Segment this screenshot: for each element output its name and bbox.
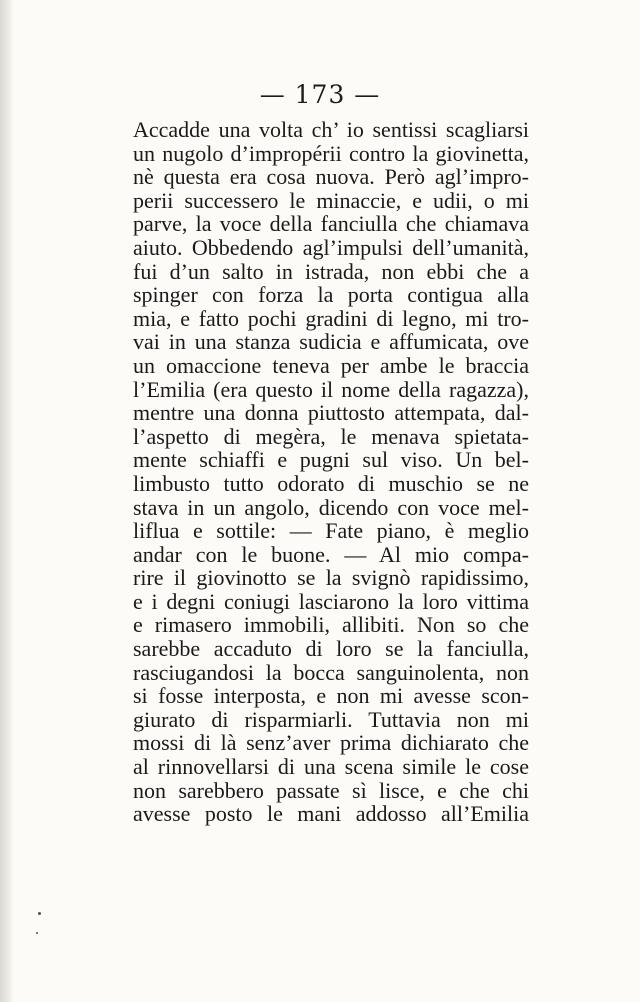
print-speck (36, 932, 38, 934)
text-line: e i degni coniugi lasciarono la loro vittima (133, 588, 529, 614)
page-number: — 173 — (259, 80, 381, 109)
text-line: vai in una stanza sudicia e affumicata, ove (133, 329, 529, 355)
text-line: un nugolo d’impropérii contro la giovinetta, (133, 140, 529, 166)
text-line: mossi di là senz’aver prima dichiarato che (133, 730, 529, 756)
text-line: mentre una donna piuttosto attempata, dal- (133, 400, 529, 426)
text-line: mente schiaffi e pugni sul viso. Un bel- (133, 447, 529, 473)
text-line: liflua e sottile: — Fate piano, è meglio (133, 518, 529, 544)
body-text (133, 118, 529, 826)
text-line: limbusto tutto odorato di muschio se ne (133, 470, 529, 496)
text-line: perii successero le minaccie, e udii, o mi (133, 187, 529, 213)
text-line: andar con le buone. — Al mio compa- (133, 541, 529, 567)
text-line: non sarebbero passate sì lisce, e che chi (133, 777, 529, 803)
text-line: avesse posto le mani addosso all’Emilia (133, 801, 529, 827)
text-line: l’Emilia (era questo il nome della ragazza), (133, 376, 529, 402)
page-binding-edge (0, 0, 14, 1002)
text-line: parve, la voce della fanciulla che chiamava (133, 211, 529, 237)
text-line: rire il giovinotto se la svignò rapidissimo, (133, 565, 529, 591)
text-line: Accadde una volta ch’ io sentissi scagliarsi (133, 117, 529, 142)
text-line: fui d’un salto in istrada, non ebbi che a (133, 258, 529, 284)
text-line: rasciugandosi la bocca sanguinolenta, non (133, 659, 529, 685)
text-line: e rimasero immobili, allibiti. Non so che (133, 612, 529, 638)
text-line: sarebbe accaduto di loro se la fanciulla, (133, 636, 529, 662)
text-line: nè questa era cosa nuova. Però agl’impro- (133, 164, 529, 190)
print-speck (38, 912, 41, 915)
text-line: l’aspetto di megèra, le menava spietata- (133, 423, 529, 449)
text-line: stava in un angolo, dicendo con voce mel- (133, 494, 529, 520)
text-line: un omaccione teneva per ambe le braccia (133, 352, 529, 378)
text-line: al rinnovellarsi di una scena simile le cose (133, 754, 529, 780)
text-line: aiuto. Obbedendo agl’impulsi dell’umanità, (133, 234, 529, 260)
text-line: giurato di risparmiarli. Tuttavia non mi (133, 706, 529, 732)
text-line: si fosse interposta, e non mi avesse scon- (133, 683, 529, 709)
text-line: spinger con forza la porta contigua alla (133, 282, 529, 308)
text-line: mia, e fatto pochi gradini di legno, mi tro- (133, 305, 529, 331)
